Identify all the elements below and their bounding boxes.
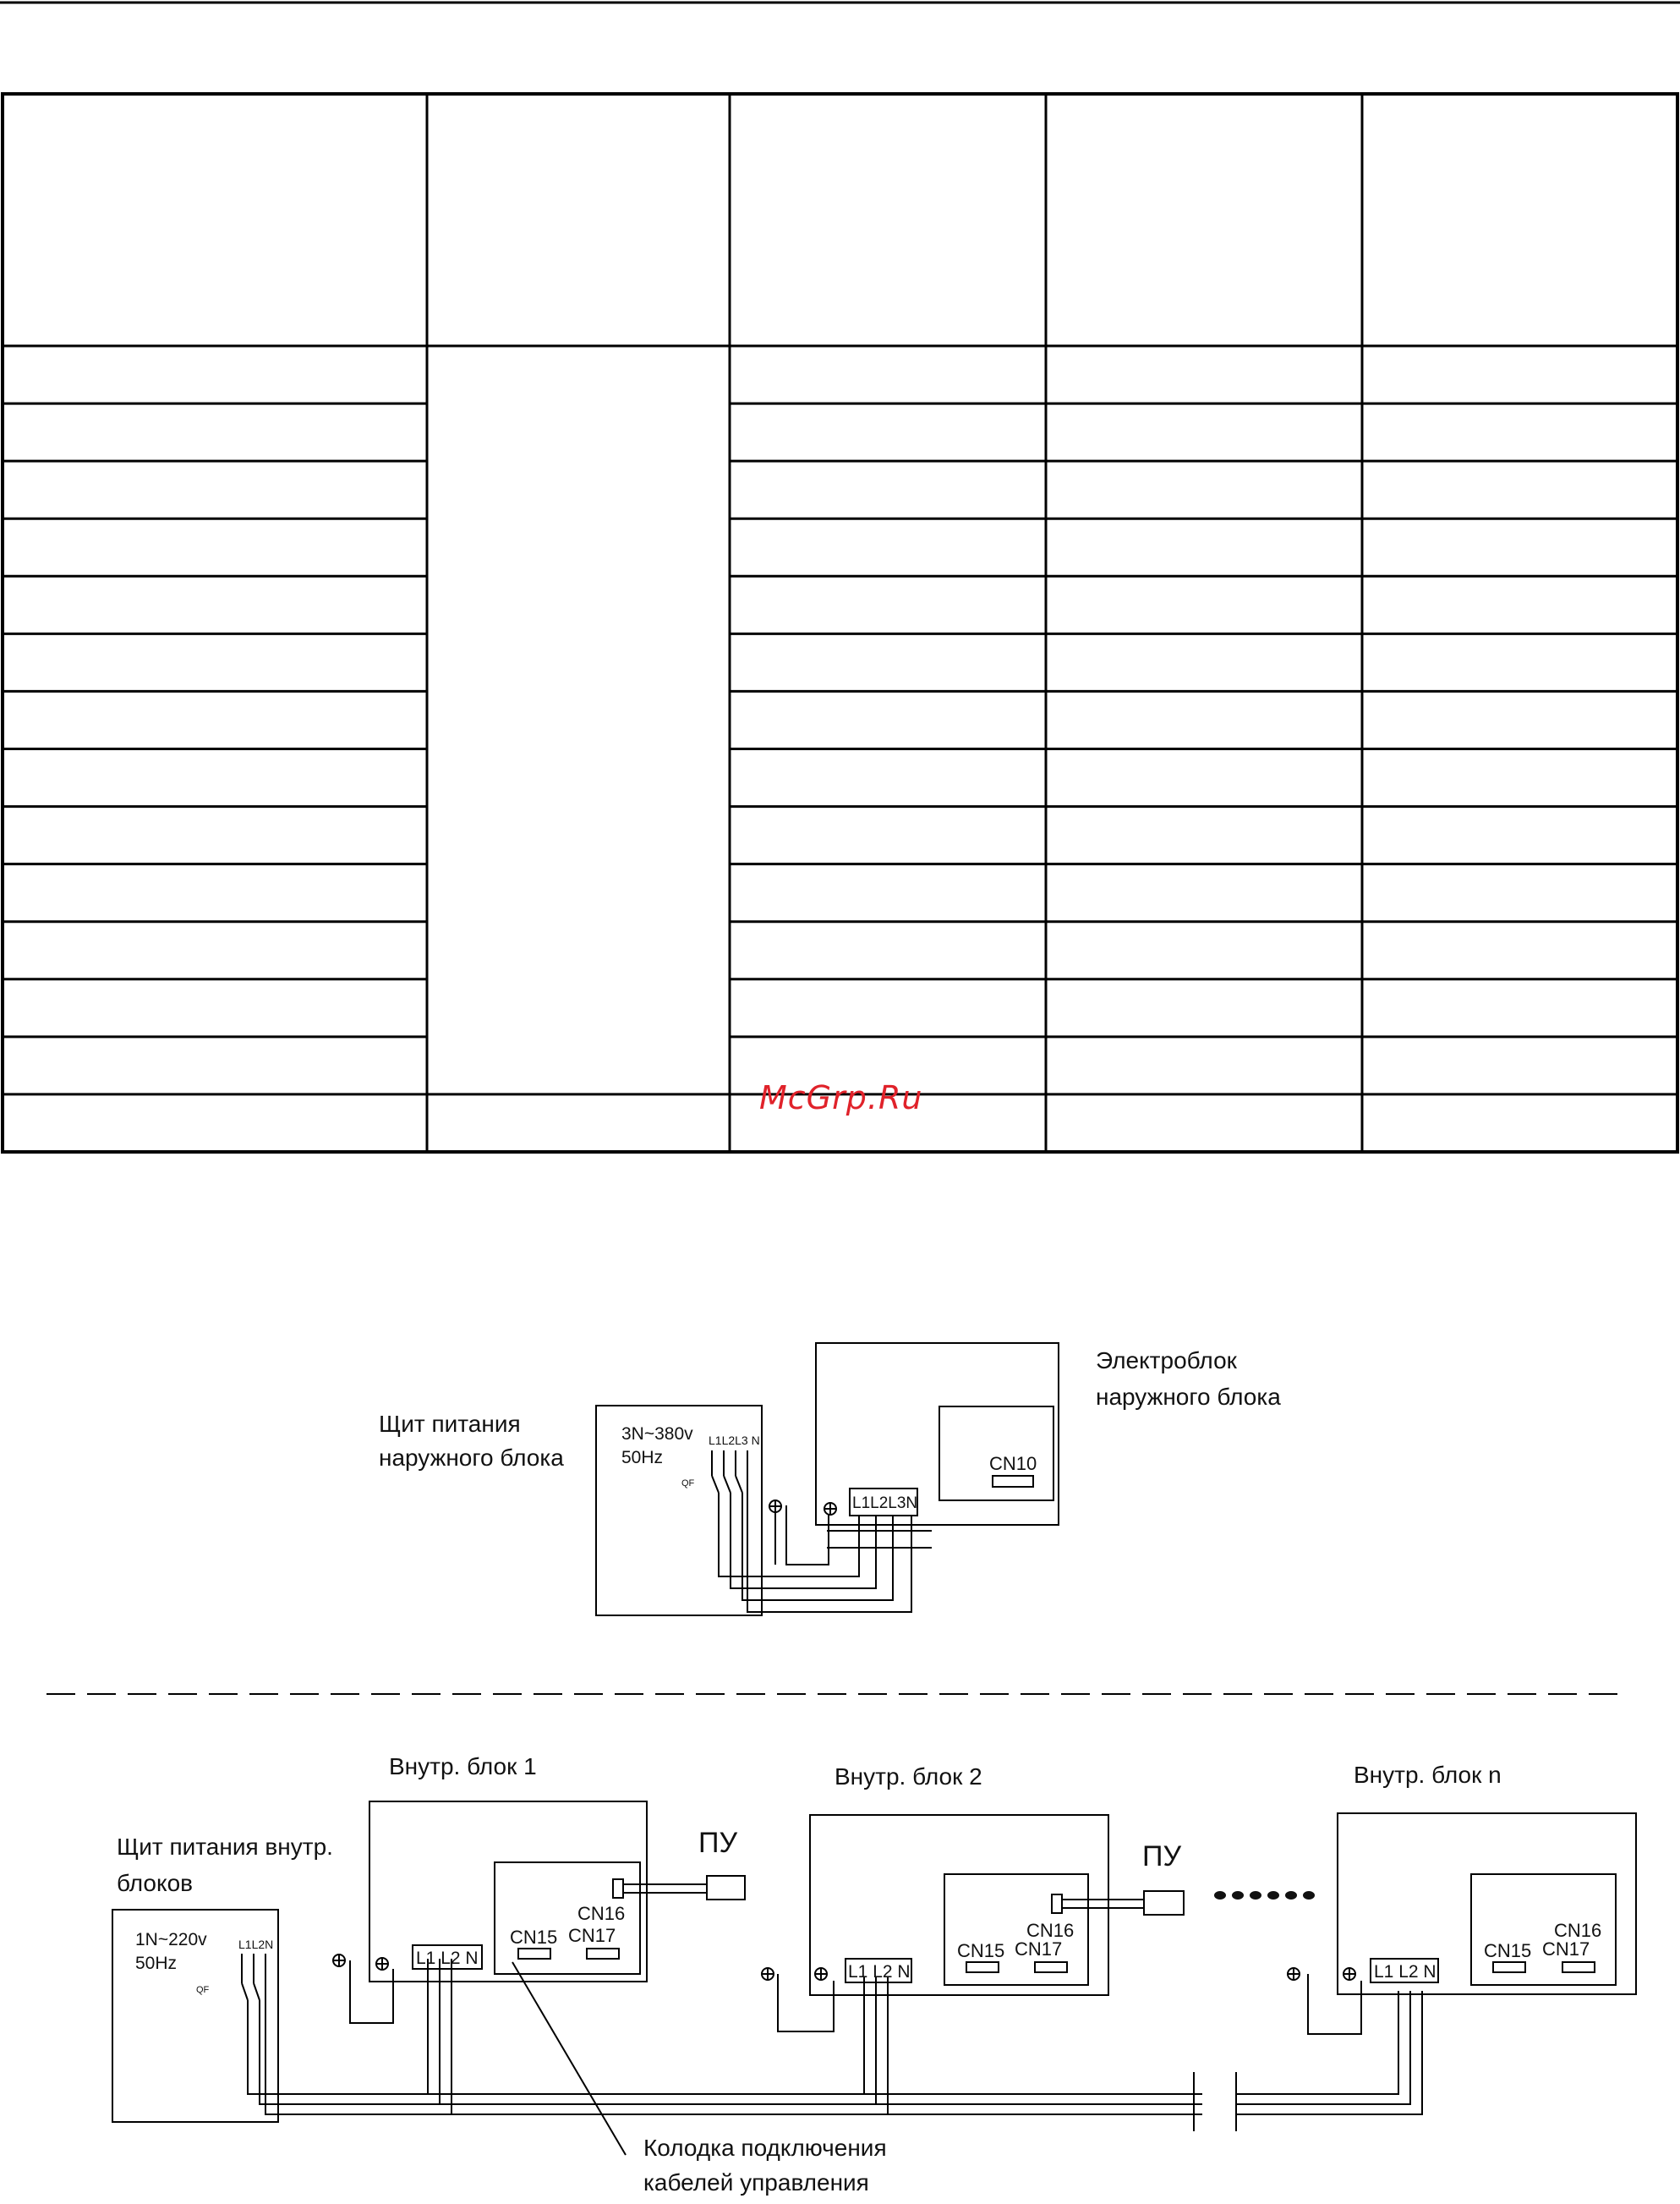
unit-2-cn15-connector [966, 1962, 999, 1972]
indoor-panel-terminals: L1L2N [238, 1938, 274, 1951]
indoor-panel-label-1: Щит питания внутр. [117, 1834, 333, 1860]
callout-label-2: кабелей управления [643, 2169, 869, 2196]
indoor-unit-2 [762, 1763, 1184, 2031]
outdoor-panel-terminals: L1L2L3 N [709, 1434, 760, 1447]
unit-2-remote-label: ПУ [1142, 1840, 1182, 1872]
unit-1-cn16: CN16 [577, 1903, 626, 1924]
indoor-unit-1 [333, 1753, 745, 2023]
indoor-breaker-label: QF [196, 1985, 210, 1995]
table-border [3, 94, 1677, 1152]
unit-2-cn17-connector [1035, 1962, 1067, 1972]
indoor-supply-frequency: 50Hz [135, 1954, 178, 1973]
unit-2-cn16: CN16 [1026, 1920, 1075, 1941]
outdoor-breaker-label: QF [681, 1478, 695, 1489]
unit-2-terminals: L1 L2 N [848, 1962, 911, 1982]
unit-2-cn15: CN15 [957, 1940, 1005, 1961]
unit-1-title: Внутр. блок 1 [389, 1753, 537, 1779]
connector-cn10-label: CN10 [989, 1453, 1037, 1474]
unit-n-cn17-connector [1562, 1962, 1595, 1972]
more-units-ellipsis [1214, 1891, 1315, 1900]
unit-1-remote-controller [707, 1876, 745, 1900]
callout-leader [512, 1962, 626, 2155]
unit-n-title: Внутр. блок n [1354, 1762, 1502, 1788]
outdoor-unit-terminals: L1L2L3N [852, 1494, 918, 1512]
outdoor-unit-label-2: наружного блока [1096, 1384, 1281, 1410]
indoor-unit-n [1288, 1762, 1636, 2034]
unit-n-ground-icon [1288, 1968, 1361, 2034]
unit-1-box [369, 1801, 647, 1982]
outdoor-supply-frequency: 50Hz [621, 1448, 664, 1467]
unit-2-remote-controller [1144, 1891, 1184, 1915]
row-lines [3, 403, 1677, 1094]
unit-2-cn17: CN17 [1015, 1938, 1063, 1960]
outdoor-ground-panel [769, 1500, 781, 1512]
outdoor-unit-label-1: Электроблок [1096, 1347, 1237, 1373]
unit-1-terminals: L1 L2 N [416, 1949, 479, 1968]
indoor-supply-voltage: 1N~220v [135, 1930, 207, 1949]
indoor-bus-wires [248, 1959, 1422, 2131]
unit-2-ground-icon [762, 1968, 834, 2031]
outdoor-panel-label-2: наружного блока [379, 1445, 564, 1471]
unit-n-cn15: CN15 [1484, 1940, 1532, 1961]
unit-1-cn16-connector [613, 1879, 623, 1898]
unit-n-cn15-connector [1493, 1962, 1525, 1972]
unit-1-cn17: CN17 [568, 1925, 616, 1946]
indoor-panel-label-2: блоков [117, 1870, 194, 1896]
unit-1-ground-icon [333, 1955, 393, 2023]
outdoor-panel-label-1: Щит питания [379, 1411, 521, 1437]
unit-1-cn15-connector [518, 1949, 550, 1959]
indoor-breaker-switch [242, 1954, 265, 2106]
unit-2-title: Внутр. блок 2 [835, 1763, 982, 1790]
unit-1-cn15: CN15 [510, 1927, 558, 1948]
spec-table [3, 94, 1677, 1152]
outdoor-ground-unit [824, 1503, 836, 1515]
unit-n-cn17: CN17 [1542, 1938, 1590, 1960]
unit-n-cn16: CN16 [1554, 1920, 1602, 1941]
watermark: McGrp.Ru [759, 1079, 923, 1116]
unit-1-remote-label: ПУ [698, 1827, 738, 1859]
unit-n-terminals: L1 L2 N [1374, 1962, 1436, 1982]
outdoor-supply-voltage: 3N~380v [621, 1424, 693, 1444]
unit-2-cn16-connector [1052, 1894, 1062, 1913]
indoor-wiring-diagram [112, 1753, 1636, 2196]
outdoor-wiring-diagram [379, 1343, 1281, 1615]
callout-label-1: Колодка подключения [643, 2135, 887, 2161]
unit-1-cn17-connector [587, 1949, 619, 1959]
connector-cn10 [993, 1476, 1033, 1487]
